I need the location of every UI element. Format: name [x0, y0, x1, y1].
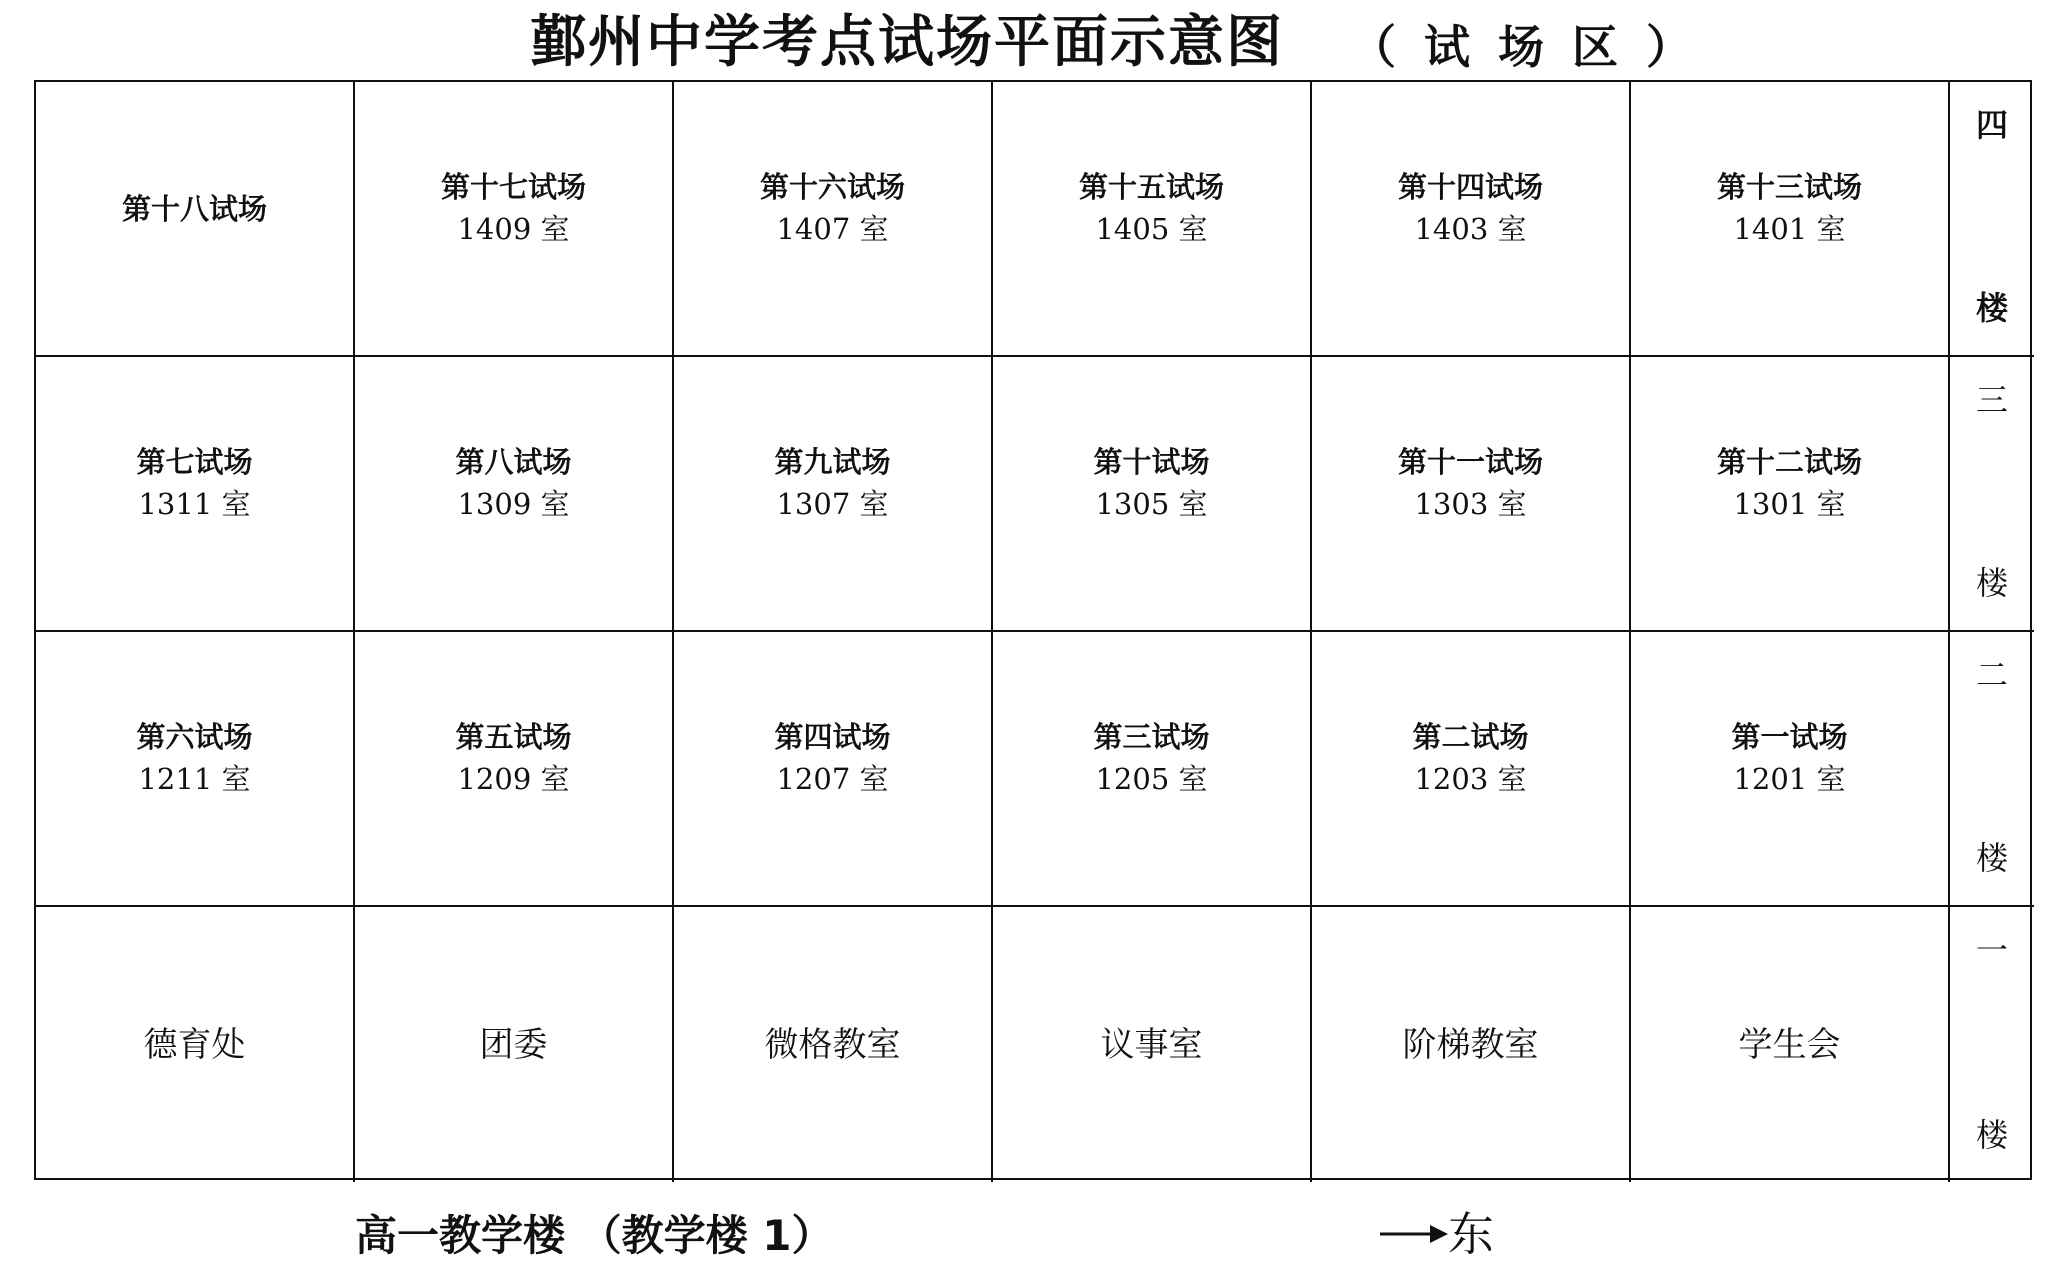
- floor-label-2: [1950, 632, 2034, 907]
- exam-room-cell: [36, 357, 355, 632]
- floor-number: 四: [1975, 106, 2008, 144]
- floor-label-4: [1950, 82, 2034, 357]
- exam-room-cell: [674, 632, 993, 907]
- floor-number: 一: [1975, 931, 2008, 969]
- floor-label-3: [1950, 357, 2034, 632]
- exam-room-cell: [993, 632, 1312, 907]
- exam-room-cell: [674, 82, 993, 357]
- exam-room-cell: [36, 82, 355, 357]
- floor-plan-grid: [34, 80, 2032, 1180]
- exam-room-name: 第二试场: [1412, 719, 1529, 754]
- exam-room-name: 第十六试场: [759, 169, 905, 204]
- exam-room-name: 第十三试场: [1716, 169, 1862, 204]
- direction-indicator: [1378, 1204, 1494, 1264]
- exam-room-cell: [1312, 632, 1631, 907]
- room-number: 1205 室: [1095, 761, 1208, 796]
- office-cell: [1631, 907, 1950, 1182]
- building-label: 高一教学楼 （教学楼 1）: [355, 1211, 834, 1260]
- exam-room-cell: [1631, 632, 1950, 907]
- room-number: 1401 室: [1733, 211, 1846, 246]
- room-number: 1211 室: [138, 761, 251, 796]
- exam-room-name: 第十试场: [1093, 444, 1210, 479]
- exam-room-name: 第十八试场: [121, 191, 267, 226]
- office-name: 议事室: [1100, 1024, 1203, 1065]
- room-number: 1303 室: [1414, 486, 1527, 521]
- office-cell: [36, 907, 355, 1182]
- office-name: 德育处: [143, 1024, 246, 1065]
- exam-room-cell: [36, 632, 355, 907]
- room-number: 1403 室: [1414, 211, 1527, 246]
- room-number: 1305 室: [1095, 486, 1208, 521]
- room-number: 1309 室: [457, 486, 570, 521]
- exam-room-name: 第十五试场: [1078, 169, 1224, 204]
- exam-room-name: 第十四试场: [1397, 169, 1543, 204]
- exam-room-cell: [1631, 357, 1950, 632]
- title-row: [0, 8, 2066, 78]
- office-name: 阶梯教室: [1402, 1024, 1539, 1065]
- exam-room-name: 第六试场: [136, 719, 253, 754]
- exam-room-name: 第十二试场: [1716, 444, 1862, 479]
- exam-room-name: 第十七试场: [440, 169, 586, 204]
- exam-room-cell: [1312, 82, 1631, 357]
- room-number: 1311 室: [138, 486, 251, 521]
- office-name: 团委: [479, 1024, 548, 1065]
- exam-room-name: 第一试场: [1731, 719, 1848, 754]
- room-number: 1209 室: [457, 761, 570, 796]
- room-number: 1409 室: [457, 211, 570, 246]
- office-cell: [674, 907, 993, 1182]
- office-name: 微格教室: [764, 1024, 901, 1065]
- floor-number: 二: [1975, 656, 2008, 694]
- exam-room-cell: [674, 357, 993, 632]
- floor-suffix: 楼: [1975, 1116, 2008, 1154]
- room-number: 1405 室: [1095, 211, 1208, 246]
- exam-room-cell: [355, 357, 674, 632]
- exam-room-cell: [355, 82, 674, 357]
- room-number: 1207 室: [776, 761, 889, 796]
- exam-room-name: 第八试场: [455, 444, 572, 479]
- room-number: 1301 室: [1733, 486, 1846, 521]
- floor-suffix: 楼: [1975, 564, 2008, 602]
- page-subtitle: （试场区）: [1350, 20, 1720, 74]
- floor-label-1: [1950, 907, 2034, 1182]
- exam-room-name: 第十一试场: [1397, 444, 1543, 479]
- exam-room-cell: [993, 357, 1312, 632]
- exam-room-cell: [1631, 82, 1950, 357]
- room-number: 1201 室: [1733, 761, 1846, 796]
- exam-room-cell: [993, 82, 1312, 357]
- exam-room-cell: [1312, 357, 1631, 632]
- office-cell: [355, 907, 674, 1182]
- office-name: 学生会: [1738, 1024, 1841, 1065]
- direction-label: 东: [1448, 1207, 1494, 1261]
- floor-suffix: 楼: [1975, 839, 2008, 877]
- arrow-right-icon: [1378, 1219, 1450, 1249]
- exam-room-name: 第三试场: [1093, 719, 1210, 754]
- room-number: 1203 室: [1414, 761, 1527, 796]
- exam-room-name: 第四试场: [774, 719, 891, 754]
- office-cell: [1312, 907, 1631, 1182]
- room-number: 1407 室: [776, 211, 889, 246]
- exam-room-name: 第九试场: [774, 444, 891, 479]
- office-cell: [993, 907, 1312, 1182]
- room-number: 1307 室: [776, 486, 889, 521]
- page-title: 鄞州中学考点试场平面示意图: [530, 10, 1284, 75]
- exam-room-name: 第五试场: [455, 719, 572, 754]
- exam-room-name: 第七试场: [136, 444, 253, 479]
- exam-room-cell: [355, 632, 674, 907]
- floor-number: 三: [1975, 381, 2008, 419]
- floor-suffix: 楼: [1975, 289, 2008, 327]
